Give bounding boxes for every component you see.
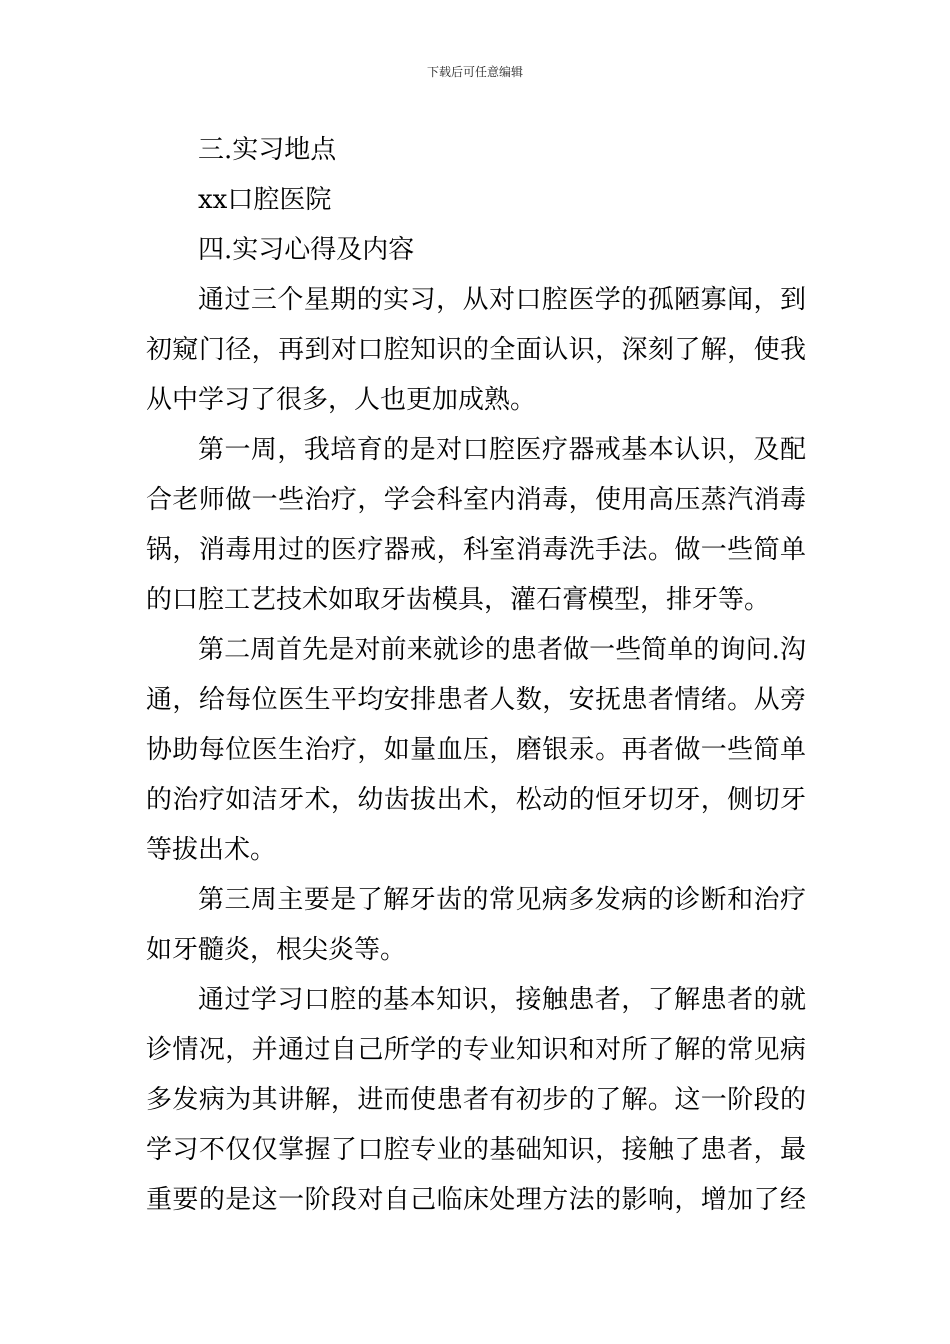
paragraph-line: 锅，消毒用过的医疗器戒，科室消毒洗手法。做一些简单 [146,535,806,565]
header-text: 下载后可任意编辑 [426,65,523,79]
paragraph-line: 通过学习口腔的基本知识，接触患者，了解患者的就 [198,985,806,1015]
paragraph-line: 诊情况，并通过自己所学的专业知识和对所了解的常见病 [146,1035,806,1065]
paragraph-line: 第一周，我培育的是对口腔医疗器戒基本认识，及配 [198,435,806,465]
document-body [146,125,806,1225]
paragraph-line: 重要的是这一阶段对自己临床处理方法的影响，增加了经 [146,1185,806,1215]
location-value: xx口腔医院 [198,185,332,215]
paragraph-line: 如牙髓炎，根尖炎等。 [146,935,407,965]
paragraph-line: 学习不仅仅掌握了口腔专业的基础知识，接触了患者，最 [146,1135,806,1165]
page-header [0,64,950,80]
paragraph-line: 通过三个星期的实习，从对口腔医学的孤陋寡闻，到 [198,285,806,315]
paragraph-line: 多发病为其讲解，进而使患者有初步的了解。这一阶段的 [146,1085,806,1115]
paragraph-line: 的治疗如洁牙术，幼齿拔出术，松动的恒牙切牙，侧切牙 [146,785,806,815]
paragraph-line: 的口腔工艺技术如取牙齿模具，灌石膏模型，排牙等。 [146,585,771,615]
paragraph-line: 合老师做一些治疗，学会科室内消毒，使用高压蒸汽消毒 [146,485,806,515]
section-heading-experience: 四.实习心得及内容 [198,235,415,265]
paragraph-line: 等拔出术。 [146,835,277,865]
paragraph-line: 从中学习了很多，人也更加成熟。 [146,385,537,415]
paragraph-line: 初窥门径，再到对口腔知识的全面认识，深刻了解，使我 [146,335,806,365]
section-heading-location: 三.实习地点 [198,135,337,165]
paragraph-line: 第二周首先是对前来就诊的患者做一些简单的询问.沟 [198,635,806,665]
paragraph-line: 第三周主要是了解牙齿的常见病多发病的诊断和治疗 [198,885,806,915]
paragraph-line: 通，给每位医生平均安排患者人数，安抚患者情绪。从旁 [146,685,806,715]
paragraph-line: 协助每位医生治疗，如量血压，磨银汞。再者做一些简单 [146,735,806,765]
